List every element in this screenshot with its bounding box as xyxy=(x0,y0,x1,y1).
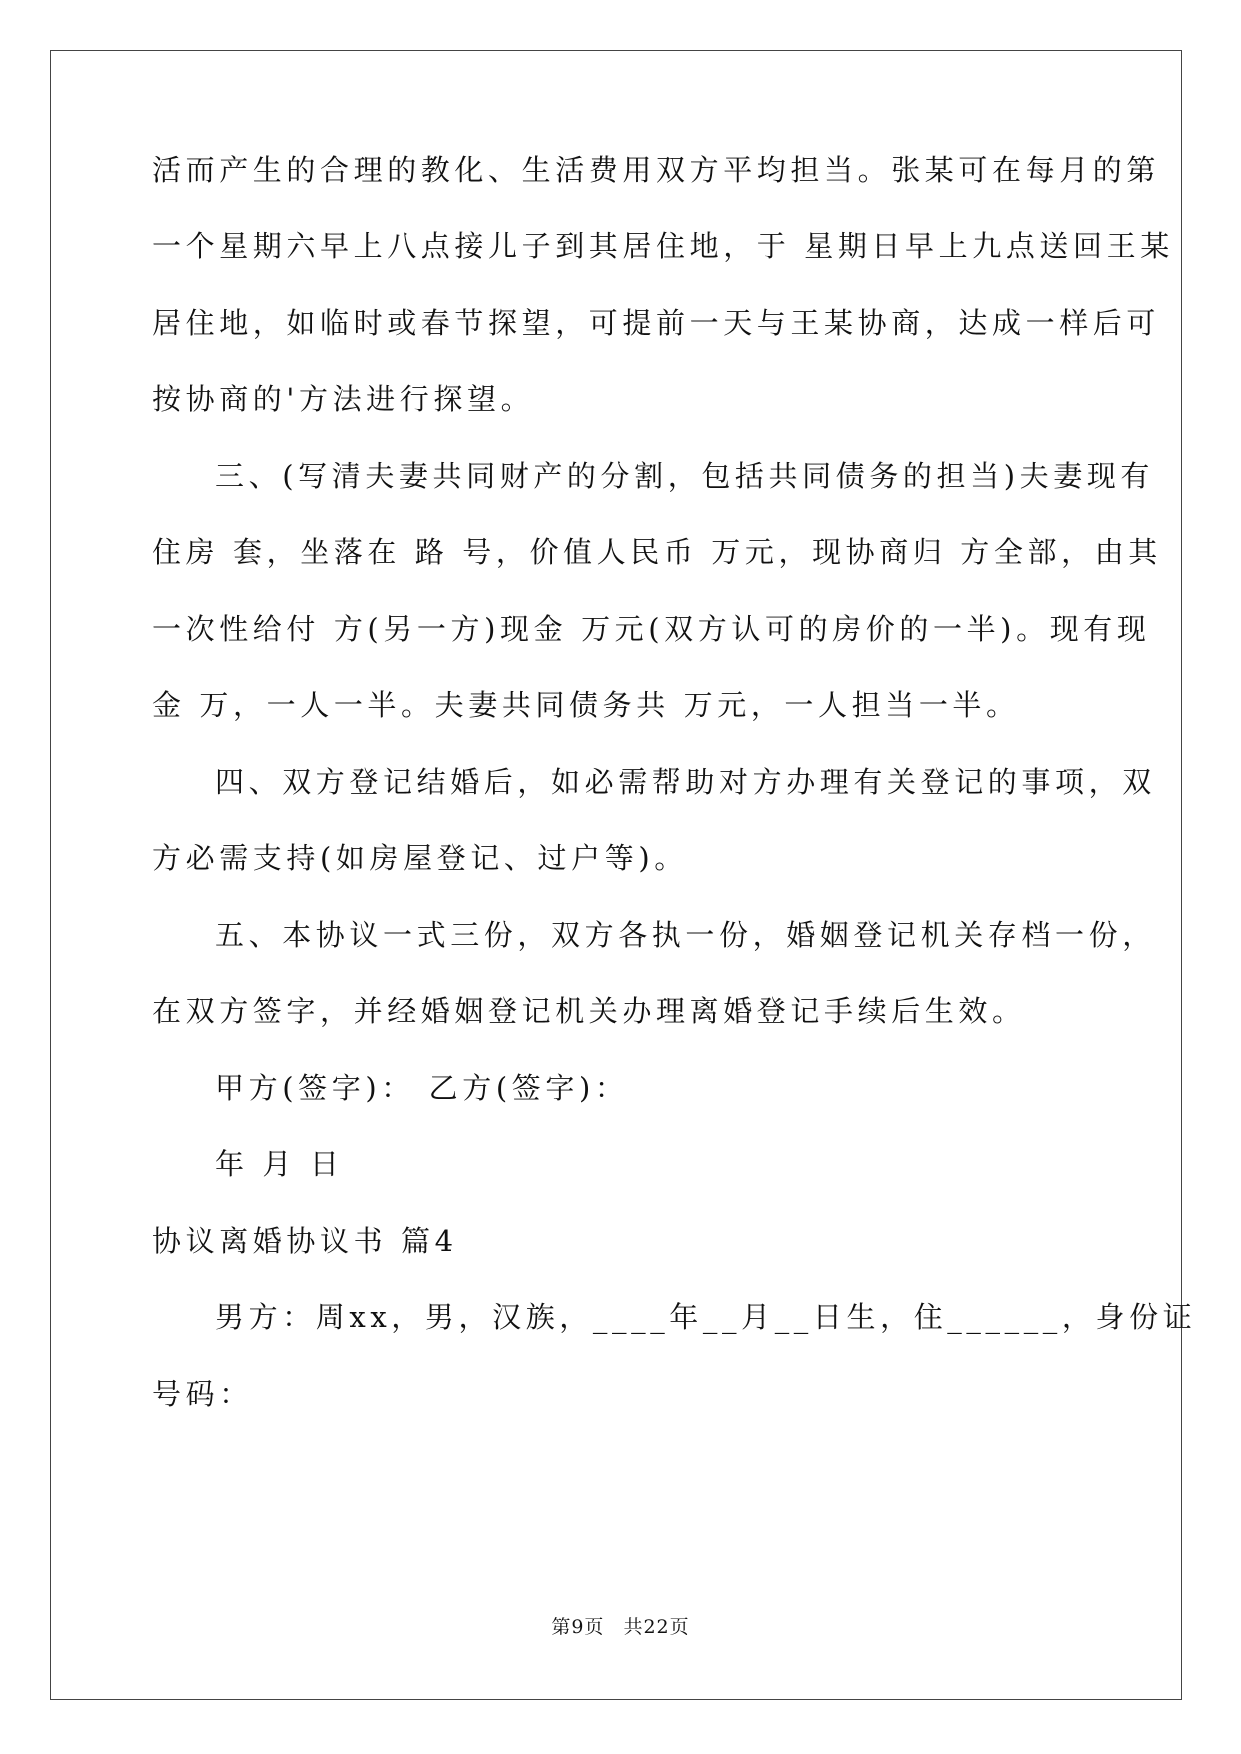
paragraph-five: 五、本协议一式三份，双方各执一份，婚姻登记机关存档一份， xyxy=(215,918,1156,952)
paragraph-three: 三、(写清夫妻共同财产的分割，包括共同债务的担当)夫妻现有 xyxy=(215,459,1155,493)
text-line: 一次性给付 方(另一方)现金 万元(双方认可的房价的一半)。现有现 xyxy=(152,612,1151,646)
date-line: 年 月 日 xyxy=(215,1147,344,1181)
text-line: 居住地，如临时或春节探望，可提前一天与王某协商，达成一样后可 xyxy=(152,306,1161,340)
male-party-line: 男方：周xx，男，汉族，____年__月__日生，住______，身份证 xyxy=(215,1300,1197,1334)
text-line: 住房 套，坐落在 路 号，价值人民币 万元，现协商归 方全部，由其 xyxy=(152,535,1162,569)
page-number: 第9页 xyxy=(551,1616,605,1638)
section-heading: 协议离婚协议书 篇4 xyxy=(152,1224,458,1258)
page-footer xyxy=(0,1614,1241,1640)
text-line: 按协商的'方法进行探望。 xyxy=(152,382,535,416)
signature-line: 甲方(签字)： 乙方(签字)： xyxy=(215,1071,629,1105)
text-line: 在双方签字，并经婚姻登记机关办理离婚登记手续后生效。 xyxy=(152,994,1026,1028)
text-line: 方必需支持(如房屋登记、过户等)。 xyxy=(152,841,688,875)
text-line: 号码： xyxy=(152,1377,253,1411)
page-total: 共22页 xyxy=(623,1616,690,1638)
text-line: 活而产生的合理的教化、生活费用双方平均担当。张某可在每月的第 xyxy=(152,153,1161,187)
text-line: 金 万，一人一半。夫妻共同债务共 万元，一人担当一半。 xyxy=(152,688,1020,722)
paragraph-four: 四、双方登记结婚后，如必需帮助对方办理有关登记的事项，双 xyxy=(215,765,1156,799)
text-line: 一个星期六早上八点接儿子到其居住地，于 星期日早上九点送回王某 xyxy=(152,229,1174,263)
